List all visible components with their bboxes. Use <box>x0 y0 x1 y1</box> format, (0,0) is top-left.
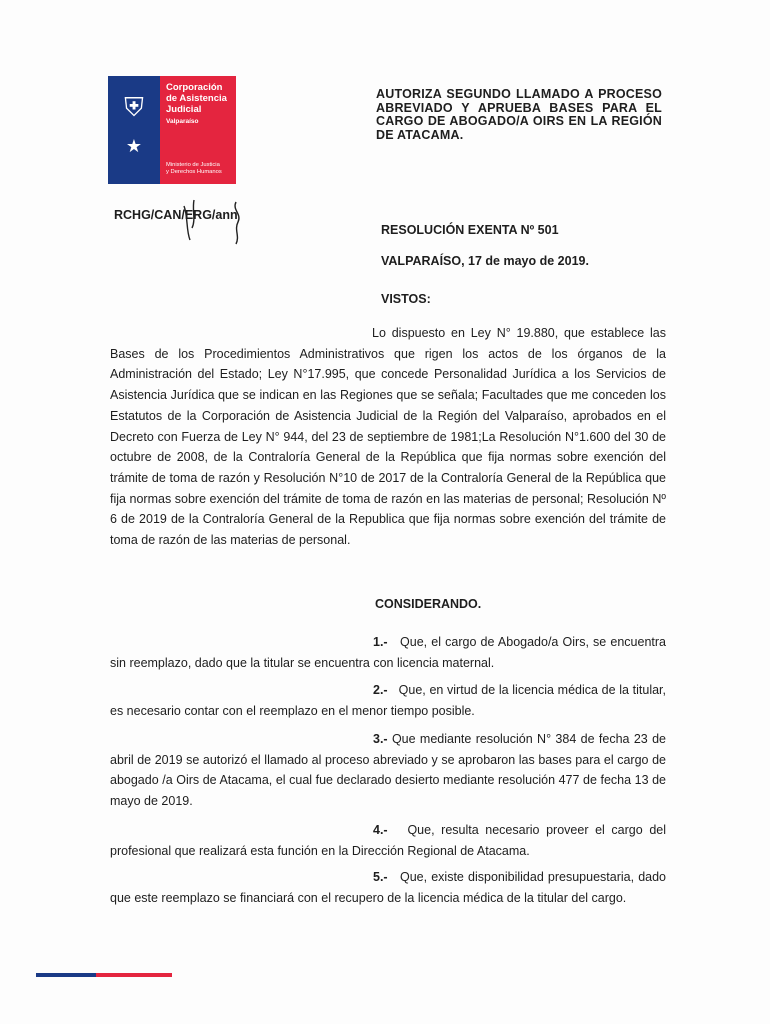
considerando-item-1: 1.- Que, el cargo de Abogado/a Oirs, se encuentra sin reemplazo, dado que la titular se encuentra con licencia maternal. <box>110 635 667 670</box>
considerando-item-4: 4.- Que, resulta necesario proveer el cargo del profesional que realizará esta función en la Dirección Regional de Atacama. <box>110 823 666 858</box>
footer-color-bar <box>36 973 172 977</box>
star-icon: ★ <box>125 136 143 156</box>
considerando-item-5: 5.- Que, existe disponibilidad presupuestaria, dado que este reemplazo se financiará con el recupero de la licencia médica de la titular del cargo. <box>110 870 667 905</box>
logo-ministry: Ministerio de Justicia y Derechos Humanos <box>166 162 222 175</box>
document-title: AUTORIZA SEGUNDO LLAMADO A PROCESO ABREVIADO Y APRUEBA BASES PARA EL CARGO DE ABOGADO/A OIRS EN LA REGIÓN DE ATACAMA. <box>376 87 662 142</box>
considerando-item-2: 2.- Que, en virtud de la licencia médica de la titular, es necesario contar con el reemplazo en el menor tiempo posible. <box>110 683 666 718</box>
place-date: VALPARAÍSO, 17 de mayo de 2019. <box>381 254 589 268</box>
reference-code: RCHG/CAN/ERG/ann <box>114 208 238 222</box>
institution-logo <box>108 76 236 184</box>
considerando-heading: CONSIDERANDO. <box>375 597 482 611</box>
vistos-heading: VISTOS: <box>381 292 431 306</box>
resolution-number: RESOLUCIÓN EXENTA Nº 501 <box>381 223 559 237</box>
handwritten-signature <box>166 196 256 246</box>
logo-region: Valparaíso <box>166 118 199 125</box>
coat-of-arms-icon: ⛨ <box>124 92 144 122</box>
considerando-item-3: 3.- Que mediante resolución N° 384 de fecha 23 de abril de 2019 se autorizó el llamado al proceso abreviado y se aprobaron las bases para el cargo de abogado /a Oirs de Atacama, el cual fue declarado desierto mediante resolución 477 de fecha 13 de mayo de 2019. <box>110 732 666 809</box>
vistos-paragraph: Lo dispuesto en Ley N° 19.880, que establece las Bases de los Procedimientos Administrativos que rigen los actos de los órganos de la Administración del Estado; Ley N°17.995, que concede Personalidad Jurídica a los Servicios de Asistencia Jurídica que se indican en las Regiones que se señala; Facultades que me conceden los Estatutos de la Corporación de Asistencia Judicial de la Región del Valparaíso, aprobados en el Decreto con Fuerza de Ley N° 944, del 23 de septiembre de 1981;La Resolución N°1.600 del 30 de octubre de 2008, de la Contraloría General de la República que fija normas sobre exención del trámite de toma de razón y Resolución N°10 de 2017 de la Contraloría General de la República que fija normas sobre exención del trámite de toma de razón en las materias de personal; Resolución Nº 6 de 2019 de la Contraloría General de la Republica que fija normas sobre exención del trámite de toma de razón de las materias de personal. <box>110 326 666 548</box>
logo-org-name: Corporación de Asistencia Judicial <box>166 82 227 115</box>
